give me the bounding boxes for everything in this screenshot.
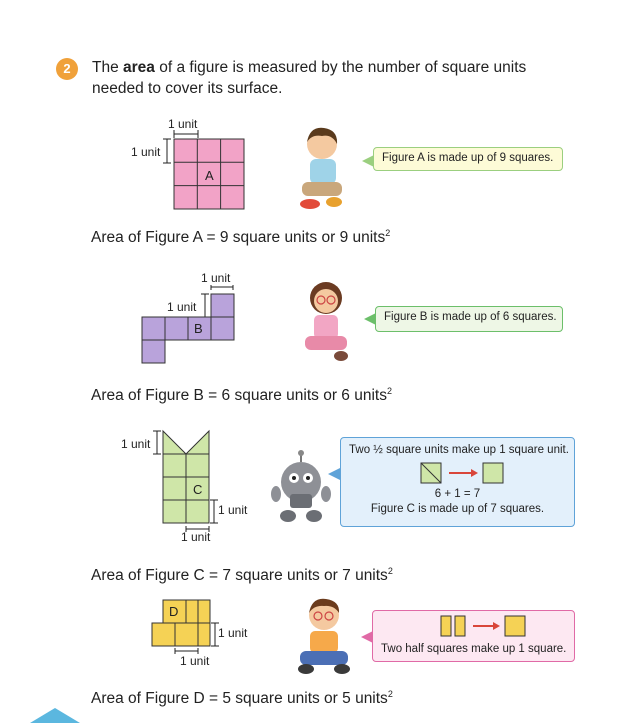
figure-d-area-line [91,689,393,708]
boy-character-illustration [292,124,352,216]
figure-b-area-sup: 2 [386,386,392,396]
figure-a-area-line [91,228,390,247]
figure-b-diagram [135,285,245,367]
figure-c-area-sup: 2 [387,566,393,576]
figure-d-grid [152,600,210,646]
figure-c-area-line [91,566,393,585]
figure-d-bottom-unit-label: 1 unit [180,654,210,668]
figure-d-right-unit-label: 1 unit [218,626,248,640]
figure-b-letter: B [194,321,203,336]
bubble-tail [362,155,374,167]
figure-d-speech-bubble [372,610,575,662]
bubble-tail [328,468,340,480]
figure-c-area-text: Area of Figure C = 7 square units or 7 units [91,567,388,585]
figure-a-bubble-text: Figure A is made up of 9 squares. [382,152,554,164]
robot-character-illustration [270,450,332,525]
intro-after: of a figure is measured by the number of square units needed to cover its surface. [92,59,527,97]
figure-d-area-text: Area of Figure D = 5 square units or 5 units [91,690,388,708]
figure-c-bubble-line3: Figure C is made up of 7 squares. [370,503,545,515]
decorative-corner-shape [30,708,80,723]
figure-c-diagram [150,428,260,533]
figure-c-grid [163,431,209,523]
girl-character-illustration [297,278,355,364]
figure-b-area-text: Area of Figure B = 6 square units or 6 units [91,387,387,405]
figure-a-top-unit-label: 1 unit [168,117,198,131]
half-squares-diagram [381,615,566,637]
figure-c-bottom-unit-label: 1 unit [181,530,211,544]
boy-glasses-character-illustration [294,597,354,677]
intro-text [92,57,562,99]
intro-before: The [92,59,124,76]
figure-c-right-unit-label: 1 unit [218,503,248,517]
section-number-badge: 2 [56,58,78,80]
intro-bold-word: area [123,59,155,76]
figure-d-bubble-text: Two half squares make up 1 square. [381,643,567,655]
figure-c-bubble-sum: 6 + 1 = 7 [434,488,481,500]
figure-c-bubble-line1: Two ½ square units make up 1 square unit. [349,444,569,456]
figure-b-side-unit-label: 1 unit [167,300,197,314]
figure-a-side-unit-label: 1 unit [131,145,161,159]
figure-a-letter: A [205,168,214,183]
figure-c-letter: C [193,482,203,497]
figure-b-bubble-text: Figure B is made up of 6 squares. [384,311,557,323]
figure-b-top-unit-label: 1 unit [201,271,231,285]
bubble-tail [361,631,373,643]
figure-a-area-text: Area of Figure A = 9 square units or 9 units [91,229,386,247]
figure-d-letter: D [169,604,179,619]
figure-d-diagram [145,595,230,655]
half-square-diagram [349,461,564,485]
figure-d-area-sup: 2 [387,689,393,699]
figure-c-speech-bubble [340,437,575,527]
bubble-tail [364,313,376,325]
figure-a-speech-bubble [373,147,563,171]
figure-c-top-unit-label: 1 unit [121,437,151,451]
figure-b-speech-bubble [375,306,563,332]
figure-b-area-line [91,386,392,405]
figure-a-area-sup: 2 [385,228,391,238]
